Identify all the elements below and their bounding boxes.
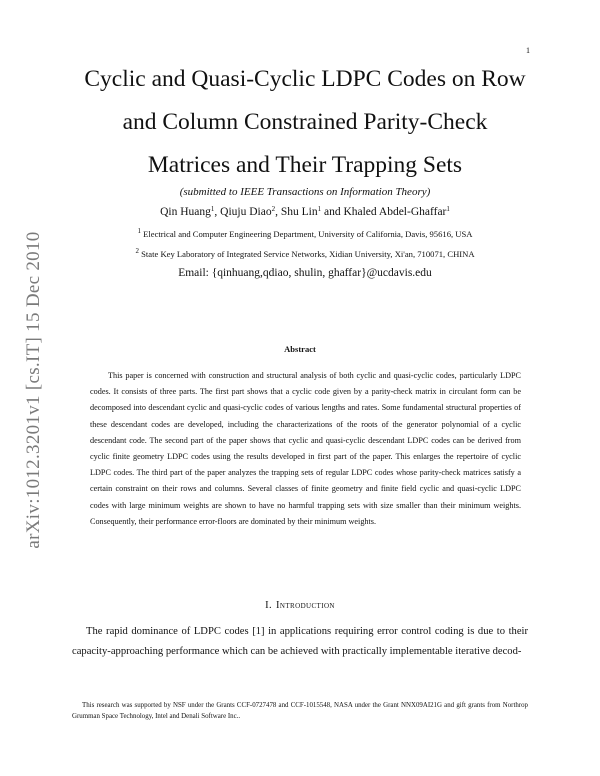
author-affil-mark: 1 bbox=[317, 205, 322, 213]
arxiv-stamp bbox=[14, 200, 54, 580]
title-line-3: Matrices and Their Trapping Sets bbox=[147, 152, 463, 178]
affiliation-mark: 1 bbox=[137, 227, 141, 235]
funding-footnote: This research was supported by NSF under the Grants CCF-0727478 and CCF-1015548, NASA under the Grant NNX09AI21G and gift grants from Northrop Grumman Space Technology, Intel and Denali Software Inc.. bbox=[72, 702, 528, 720]
page-number: 1 bbox=[526, 46, 530, 55]
title-line-1: Cyclic and Quasi-Cyclic LDPC Codes on Row bbox=[84, 66, 526, 92]
affiliation-2 bbox=[60, 249, 550, 259]
section-title: Introduction bbox=[276, 600, 335, 611]
submitted-note bbox=[60, 186, 550, 198]
author-separator: and bbox=[321, 206, 344, 218]
section-number: I. bbox=[265, 600, 273, 611]
author-email: Email: {qinhuang,qdiao, shulin, ghaffar}@ucdavis.edu bbox=[178, 267, 432, 279]
author-name: Qiuju Diao bbox=[220, 206, 272, 218]
section-heading bbox=[0, 600, 600, 611]
title-line-2: and Column Constrained Parity-Check bbox=[122, 109, 488, 135]
author-list bbox=[60, 206, 550, 218]
author-affil-mark: 1 bbox=[210, 205, 215, 213]
affiliation-1 bbox=[60, 229, 550, 239]
affiliation-text: State Key Laboratory of Integrated Service Networks, Xidian University, Xi'an, 710071, CHINA bbox=[141, 249, 475, 259]
author-affil-mark: 2 bbox=[271, 205, 276, 213]
author-affil-mark: 1 bbox=[446, 205, 450, 213]
author-name: Khaled Abdel-Ghaffar bbox=[343, 206, 447, 218]
abstract-body: This paper is concerned with construction and structural analysis of both cyclic and quasi-cyclic codes, particularly LDPC codes. It consists of three parts. The first part shows that a cyclic code given by a parity-check matrix in circulant form can be decomposed into descendant cyclic and quasi-cyclic codes of various lengths and rates. Some fundamental structural properties of these descendant codes are developed, including the characterizations of the roots of the generator polynomial of a cyclic descendant code. The second part of the paper shows that cyclic and quasi-cyclic descendant LDPC codes can be derived from cyclic finite geometry LDPC codes using the results developed in first part of the paper. This enlarges the repertoire of cyclic LDPC codes. The third part of the paper analyzes the trapping sets of regular LDPC codes whose parity-check matrices satisfy a certain constraint on their rows and columns. Several classes of finite geometry and finite field cyclic and quasi-cyclic LDPC codes with large minimum weights are shown to have no harmful trapping sets with size smaller than their minimum weights. Consequently, their performance error-floors are dominated by their minimum weights. bbox=[90, 371, 521, 526]
paper-title bbox=[60, 58, 550, 187]
introduction-paragraph: The rapid dominance of LDPC codes [1] in applications requiring error control coding is due to their capacity-approaching performance which can be achieved with practically implementable iterative decod- bbox=[72, 626, 528, 657]
author-name: Qin Huang bbox=[160, 206, 211, 218]
affiliation-mark: 2 bbox=[135, 247, 139, 255]
author-separator: , bbox=[214, 206, 221, 218]
arxiv-stamp-text: arXiv:1012.3201v1 [cs.IT] 15 Dec 2010 bbox=[23, 231, 44, 549]
abstract-heading: Abstract bbox=[284, 344, 316, 354]
author-name: Shu Lin bbox=[280, 206, 318, 218]
submitted-note-text: (submitted to IEEE Transactions on Information Theory) bbox=[179, 186, 431, 198]
author-separator: , bbox=[275, 206, 281, 218]
affiliation-text: Electrical and Computer Engineering Department, University of California, Davis, 95616, USA bbox=[143, 229, 473, 239]
